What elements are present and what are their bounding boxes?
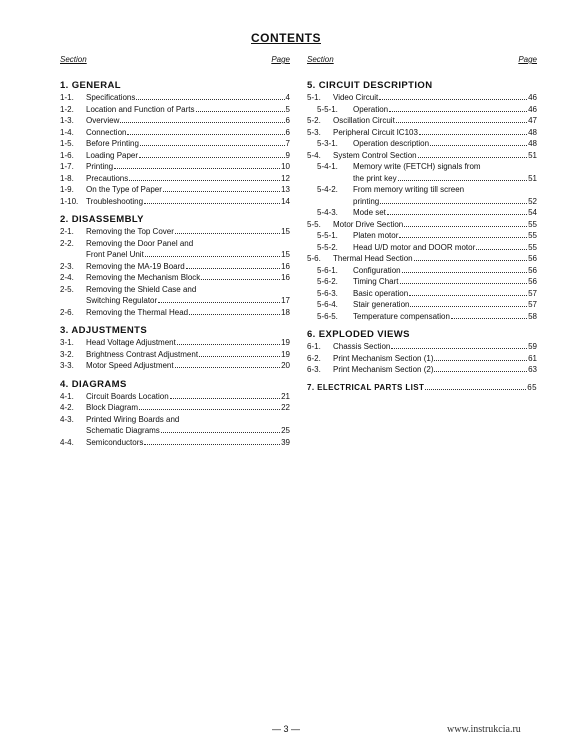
entry-title: Print Mechanism Section (2) (333, 365, 434, 374)
toc-entry (307, 288, 537, 300)
leader-dots (398, 173, 528, 181)
entry-number: 5-4-1. (317, 162, 338, 171)
entry-title: Circuit Boards Location (86, 391, 169, 401)
entry-title: Print Mechanism Section (1) (333, 353, 434, 363)
section-title: 5. CIRCUIT DESCRIPTION (307, 80, 433, 91)
entry-title: Removing the Door Panel and (86, 238, 194, 248)
entry-title: Removing the Mechanism Block (86, 273, 201, 282)
entry-title: Printed Wiring Boards and (86, 414, 180, 424)
page-number: 15 (281, 227, 290, 236)
toc-entry (60, 127, 290, 139)
leader-dots (425, 382, 526, 390)
page-number: 46 (528, 104, 537, 114)
entry-title: Operation description (353, 139, 430, 148)
leader-dots (434, 353, 527, 361)
toc-entry (60, 272, 290, 284)
leader-dots (114, 161, 280, 169)
entry-number: 4-2. (60, 403, 74, 412)
leader-dots (120, 115, 284, 123)
toc-entry (60, 115, 290, 127)
entry-title: Brightness Contrast Adjustment (86, 349, 199, 359)
entry-number: 2-6. (60, 307, 74, 317)
toc-entry (307, 115, 537, 127)
toc-entry (60, 238, 290, 250)
toc-entry (60, 349, 290, 361)
leader-dots (410, 299, 527, 307)
entry-number: 5-3-1. (317, 139, 338, 148)
entry-title: Before Printing (86, 139, 139, 148)
toc-entry (60, 391, 290, 403)
toc-left-column (60, 55, 290, 448)
section-title: 6. EXPLODED VIEWS (307, 329, 410, 340)
entry-number: 1-6. (60, 150, 74, 160)
toc-entry (307, 311, 537, 323)
entry-number: 3-2. (60, 349, 74, 359)
entry-number: 2-5. (60, 284, 74, 294)
toc-entry (60, 184, 290, 196)
entry-title: Thermal Head Section (333, 254, 413, 263)
page-number: 46 (528, 93, 537, 102)
entry-title: Timing Chart (353, 277, 399, 286)
page-number: 10 (281, 162, 290, 171)
toc-section (307, 382, 537, 394)
toc-entry (60, 150, 290, 162)
entry-number: 5-4. (307, 150, 321, 160)
entry-title: Removing the Thermal Head (86, 307, 189, 317)
leader-dots (177, 337, 280, 345)
page-number: 18 (281, 307, 290, 317)
entry-title: Specifications (86, 93, 136, 102)
leader-dots (201, 272, 280, 280)
page-number: 52 (528, 196, 537, 206)
page-number: 57 (528, 288, 537, 298)
page-number: 39 (281, 437, 290, 447)
leader-dots (175, 360, 280, 368)
entry-title: Switching Regulator (86, 296, 158, 305)
leader-dots (409, 288, 527, 296)
page-number: 9 (285, 150, 290, 160)
toc-entry (307, 341, 537, 353)
page-header-label: Page (271, 55, 290, 64)
page-number: 16 (281, 273, 290, 282)
entry-number: 3-3. (60, 361, 74, 370)
entry-number: 5-5-2. (317, 242, 338, 252)
toc-entry (307, 150, 537, 162)
entry-number: 1-4. (60, 127, 74, 137)
leader-dots (145, 249, 280, 257)
entry-title: From memory writing till screen (353, 185, 465, 194)
entry-title: Platen motor (353, 231, 399, 240)
entry-number: 4-4. (60, 437, 74, 447)
page-number: 13 (281, 185, 290, 194)
toc-entry (307, 265, 537, 277)
page-number: 5 (285, 104, 290, 114)
entry-number: 6-2. (307, 353, 321, 363)
entry-title: the print key (353, 173, 397, 183)
toc-entry (307, 207, 537, 219)
entry-number: 2-3. (60, 261, 74, 271)
entry-number: 5-4-3. (317, 208, 338, 217)
entry-title: Connection (86, 127, 127, 137)
toc-entry (60, 173, 290, 185)
page-number: 47 (528, 116, 537, 125)
entry-title: Location and Function of Parts (86, 104, 195, 114)
page-number: — 3 — (271, 724, 300, 734)
leader-dots (419, 127, 527, 135)
toc-entry (307, 184, 537, 196)
entry-number: 1-3. (60, 116, 74, 125)
toc-entry (60, 402, 290, 414)
toc-entry (60, 425, 290, 437)
entry-title: Block Diagram (86, 403, 139, 412)
leader-dots (158, 295, 280, 303)
page-title: CONTENTS (251, 31, 321, 45)
toc-entry (60, 92, 290, 104)
entry-number: 1-8. (60, 173, 74, 183)
entry-title: Video Circuit (333, 93, 379, 102)
toc-entry (307, 253, 537, 265)
leader-dots (196, 104, 285, 112)
entry-title: Temperature compensation (353, 311, 450, 321)
leader-dots (139, 402, 280, 410)
toc-entry (60, 196, 290, 208)
entry-title: On the Type of Paper (86, 185, 162, 194)
page-number: 12 (281, 173, 290, 183)
toc-section (307, 328, 537, 376)
toc-entry (307, 127, 537, 139)
page-number: 19 (281, 349, 290, 359)
leader-dots (404, 219, 527, 227)
toc-section (60, 213, 290, 318)
entry-number: 5-5-1. (317, 104, 338, 114)
page-number: 56 (528, 277, 537, 286)
leader-dots (399, 230, 527, 238)
page-number: 4 (285, 93, 290, 102)
leader-dots (418, 150, 528, 158)
entry-title: Chassis Section (333, 342, 391, 351)
entry-number: 5-5-1. (317, 231, 338, 240)
page-number: 21 (281, 391, 290, 401)
toc-section (60, 324, 290, 372)
toc-entry (307, 276, 537, 288)
toc-entry (60, 437, 290, 449)
page-number: 25 (281, 426, 290, 435)
leader-dots (402, 265, 528, 273)
entry-title: Head Voltage Adjustment (86, 338, 176, 347)
entry-number: 1-9. (60, 185, 74, 194)
toc-entry (60, 284, 290, 296)
column-header (60, 55, 290, 71)
entry-title: Troubleshooting (86, 196, 144, 206)
page-number: 56 (528, 265, 537, 275)
toc-entry (307, 161, 537, 173)
page-number: 51 (528, 173, 537, 183)
leader-dots (129, 173, 280, 181)
page-number: 22 (281, 403, 290, 412)
entry-title: Printing (86, 162, 114, 171)
entry-title: Schematic Diagrams (86, 426, 160, 435)
entry-number: 2-4. (60, 273, 74, 282)
leader-dots (140, 138, 285, 146)
entry-title: Overview (86, 116, 120, 125)
page-number: 48 (528, 139, 537, 148)
entry-number: 5-6-3. (317, 288, 338, 298)
page-number: 19 (281, 338, 290, 347)
leader-dots (199, 349, 280, 357)
leader-dots (163, 184, 280, 192)
leader-dots (144, 196, 280, 204)
page-number: 17 (281, 296, 290, 305)
leader-dots (175, 226, 280, 234)
entry-number: 5-6-4. (317, 300, 338, 309)
leader-dots (186, 261, 280, 269)
entry-title: Memory write (FETCH) signals from (353, 162, 481, 171)
page-number: 6 (285, 127, 290, 137)
toc-right-column (307, 55, 537, 393)
entry-title: printing (353, 196, 380, 206)
toc-entry (60, 414, 290, 426)
toc-entry (307, 219, 537, 231)
entry-title: Semiconductors (86, 437, 144, 447)
entry-number: 1-1. (60, 93, 74, 102)
entry-title: Motor Drive Section (333, 219, 404, 229)
watermark: www.instrukcia.ru (447, 724, 521, 735)
entry-title: Removing the Top Cover (86, 227, 174, 236)
page-number: 57 (528, 300, 537, 309)
page-number: 7 (285, 139, 290, 148)
leader-dots (144, 437, 280, 445)
section-title: 4. DIAGRAMS (60, 378, 127, 390)
toc-entry (307, 173, 537, 185)
entry-title: Loading Paper (86, 150, 139, 160)
entry-title: System Control Section (333, 150, 417, 160)
toc-entry (307, 242, 537, 254)
page-number: 6 (285, 116, 290, 125)
leader-dots (387, 207, 527, 215)
entry-title: Stair generation (353, 300, 410, 309)
leader-dots (170, 391, 280, 399)
leader-dots (136, 92, 284, 100)
entry-number: 6-3. (307, 365, 321, 374)
toc-entry (307, 299, 537, 311)
page-number: 48 (528, 127, 537, 137)
entry-title: Head U/D motor and DOOR motor (353, 242, 476, 252)
entry-number: 1-10. (60, 196, 79, 206)
page-number: 58 (528, 311, 537, 321)
leader-dots (389, 104, 527, 112)
entry-number: 5-6. (307, 254, 321, 263)
entry-title: Peripheral Circuit IC103 (333, 127, 418, 137)
section-title: 2. DISASSEMBLY (60, 214, 144, 225)
page-number: 56 (528, 254, 537, 263)
column-header (307, 55, 537, 71)
entry-number: 4-1. (60, 391, 74, 401)
page-header-label: Page (518, 55, 537, 64)
toc-entry (60, 104, 290, 116)
section-title: 1. GENERAL (60, 80, 122, 91)
entry-title: Front Panel Unit (86, 250, 144, 259)
leader-dots (396, 115, 527, 123)
entry-title: Removing the MA-19 Board (86, 261, 185, 271)
leader-dots (379, 92, 527, 100)
toc-entry (307, 92, 537, 104)
toc-section (60, 378, 290, 449)
page-number: 20 (281, 361, 290, 370)
toc-entry (60, 161, 290, 173)
entry-number: 5-1. (307, 93, 321, 102)
toc-entry (307, 353, 537, 365)
page-number: 15 (281, 250, 290, 259)
page-number: 55 (528, 231, 537, 240)
entry-number: 5-6-5. (317, 311, 338, 321)
leader-dots (414, 253, 528, 261)
page-number: 16 (281, 261, 290, 271)
entry-title: Operation (353, 104, 389, 114)
toc-entry (307, 230, 537, 242)
leader-dots (139, 150, 285, 158)
entry-number: 1-7. (60, 162, 74, 171)
entry-title: Basic operation (353, 288, 409, 298)
section-title: 3. ADJUSTMENTS (60, 325, 148, 336)
page-number: 55 (528, 219, 537, 229)
toc-entry (60, 249, 290, 261)
entry-number: 1-5. (60, 139, 74, 148)
section-title (307, 382, 537, 394)
toc-entry (60, 307, 290, 319)
entry-title: Oscillation Circuit (333, 116, 395, 125)
entry-title: Precautions (86, 173, 129, 183)
entry-number: 5-5. (307, 219, 321, 229)
toc-section (307, 79, 537, 322)
entry-number: 3-1. (60, 338, 74, 347)
leader-dots (434, 364, 527, 372)
page-number: 54 (528, 208, 537, 217)
entry-number: 4-3. (60, 414, 74, 424)
entry-number: 5-6-1. (317, 265, 338, 275)
toc-entry (307, 104, 537, 116)
entry-title: Removing the Shield Case and (86, 284, 197, 294)
leader-dots (451, 311, 527, 319)
entry-title: Configuration (353, 265, 401, 275)
page-number: 65 (527, 382, 537, 392)
entry-number: 2-2. (60, 238, 74, 248)
leader-dots (380, 196, 527, 204)
entry-number: 5-4-2. (317, 185, 338, 194)
toc-entry (60, 138, 290, 150)
entry-number: 5-2. (307, 116, 321, 125)
entry-number: 1-2. (60, 104, 74, 114)
leader-dots (161, 425, 280, 433)
entry-title: Mode set (353, 208, 386, 217)
entry-number: 2-1. (60, 227, 74, 236)
entry-number: 5-3. (307, 127, 321, 137)
leader-dots (430, 138, 527, 146)
leader-dots (189, 307, 280, 315)
entry-title: Motor Speed Adjustment (86, 361, 174, 370)
page-number: 51 (528, 150, 537, 160)
page-number: 63 (528, 365, 537, 374)
toc-section (60, 79, 290, 207)
leader-dots (476, 242, 527, 250)
toc-entry (60, 360, 290, 372)
section-header-label: Section (307, 55, 334, 64)
entry-number: 6-1. (307, 342, 321, 351)
toc-entry (307, 138, 537, 150)
toc-entry (307, 364, 537, 376)
toc-entry (60, 295, 290, 307)
toc-entry (60, 261, 290, 273)
leader-dots (400, 276, 528, 284)
leader-dots (127, 127, 284, 135)
toc-entry (60, 337, 290, 349)
page-number: 59 (528, 342, 537, 351)
page-number: 61 (528, 353, 537, 363)
toc-entry (60, 226, 290, 238)
section-title-text: 7. ELECTRICAL PARTS LIST (307, 382, 425, 392)
leader-dots (391, 341, 527, 349)
entry-number: 5-6-2. (317, 277, 338, 286)
page-number: 55 (528, 242, 537, 252)
section-header-label: Section (60, 55, 87, 64)
page-number: 14 (281, 196, 290, 206)
toc-entry (307, 196, 537, 208)
